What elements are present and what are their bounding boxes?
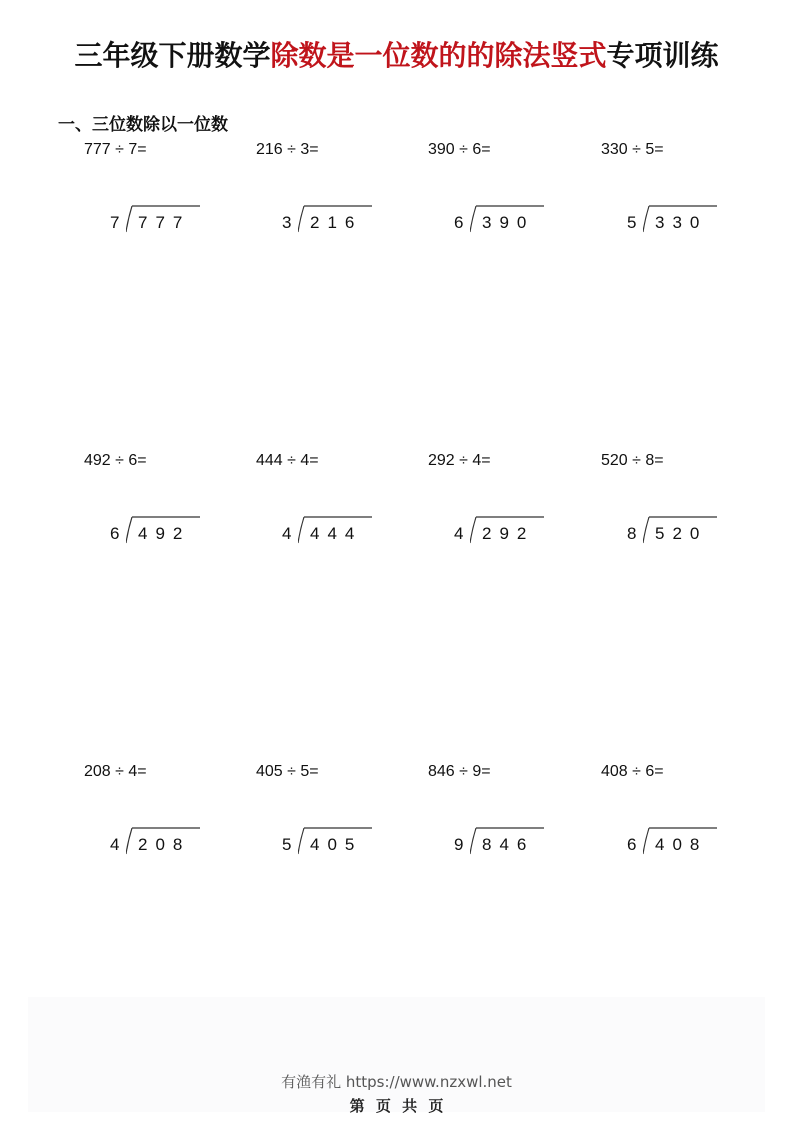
problem-item bbox=[256, 763, 426, 873]
title-prefix: 三年级下册数学 bbox=[74, 39, 271, 72]
problem-item bbox=[84, 763, 254, 873]
divisor: 4 bbox=[110, 835, 120, 854]
title-highlight: 除数是一位数的的除法竖式 bbox=[270, 39, 607, 72]
problem-item bbox=[601, 141, 771, 251]
problem-item bbox=[256, 452, 426, 562]
divisor: 4 bbox=[282, 524, 292, 543]
dividend: 292 bbox=[482, 524, 535, 543]
problem-item bbox=[428, 763, 598, 873]
divisor: 6 bbox=[110, 524, 120, 543]
divisor: 4 bbox=[454, 524, 464, 543]
problem-item bbox=[428, 452, 598, 562]
section-heading: 一、三位数除以一位数 bbox=[58, 115, 228, 135]
dividend: 846 bbox=[482, 835, 535, 854]
dividend: 777 bbox=[138, 213, 191, 232]
dividend: 390 bbox=[482, 213, 535, 232]
dividend: 520 bbox=[655, 524, 708, 543]
divisor: 5 bbox=[282, 835, 292, 854]
dividend: 444 bbox=[310, 524, 363, 543]
divisor: 3 bbox=[282, 213, 292, 232]
divisor: 6 bbox=[627, 835, 637, 854]
divisor: 6 bbox=[454, 213, 464, 232]
dividend: 208 bbox=[138, 835, 191, 854]
problem-item bbox=[428, 141, 598, 251]
dividend: 216 bbox=[310, 213, 363, 232]
title-suffix: 专项训练 bbox=[606, 39, 719, 72]
division-expression: 208 ÷ 4= bbox=[84, 763, 147, 780]
divisor: 7 bbox=[110, 213, 120, 232]
problem-item bbox=[256, 141, 426, 251]
divisor: 8 bbox=[627, 524, 637, 543]
division-expression: 444 ÷ 4= bbox=[256, 452, 319, 469]
division-expression: 492 ÷ 6= bbox=[84, 452, 147, 469]
dividend: 330 bbox=[655, 213, 708, 232]
dividend: 492 bbox=[138, 524, 191, 543]
divisor: 9 bbox=[454, 835, 464, 854]
division-expression: 405 ÷ 5= bbox=[256, 763, 319, 780]
division-expression: 292 ÷ 4= bbox=[428, 452, 491, 469]
division-expression: 216 ÷ 3= bbox=[256, 141, 319, 158]
division-expression: 330 ÷ 5= bbox=[601, 141, 664, 158]
dividend: 405 bbox=[310, 835, 363, 854]
division-expression: 390 ÷ 6= bbox=[428, 141, 491, 158]
division-expression: 408 ÷ 6= bbox=[601, 763, 664, 780]
problem-item bbox=[84, 141, 254, 251]
problem-item bbox=[84, 452, 254, 562]
footer-source: 有渔有礼 https://www.nzxwl.net bbox=[281, 1073, 512, 1091]
problem-item bbox=[601, 452, 771, 562]
footer-page-number: 第 页 共 页 bbox=[349, 1097, 444, 1115]
dividend: 408 bbox=[655, 835, 708, 854]
division-expression: 846 ÷ 9= bbox=[428, 763, 491, 780]
problem-item bbox=[601, 763, 771, 873]
divisor: 5 bbox=[627, 213, 637, 232]
division-expression: 777 ÷ 7= bbox=[84, 141, 147, 158]
division-expression: 520 ÷ 8= bbox=[601, 452, 664, 469]
